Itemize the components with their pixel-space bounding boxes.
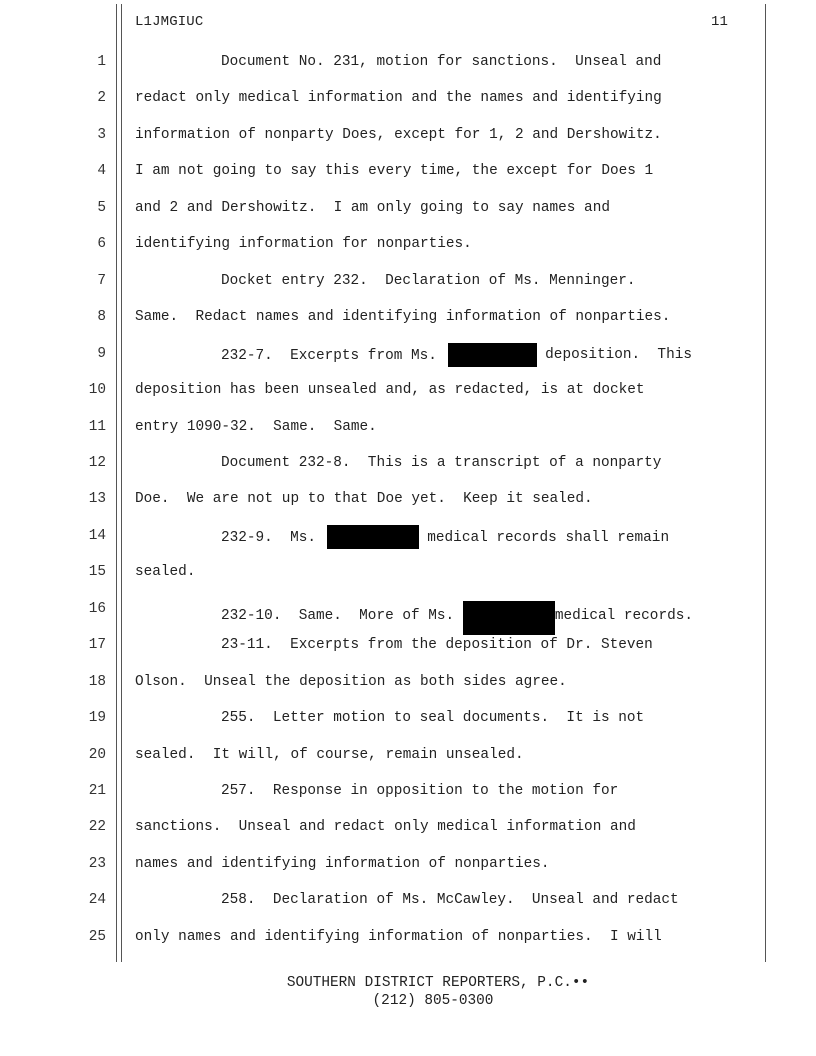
transcript-line bbox=[0, 634, 816, 656]
line-number: 3 bbox=[97, 126, 106, 143]
transcript-line bbox=[0, 379, 816, 401]
line-number: 21 bbox=[88, 783, 106, 799]
line-number: 19 bbox=[88, 710, 106, 727]
line-number: 22 bbox=[88, 819, 106, 836]
line-text: Same. Redact names and identifying information of nonparties. bbox=[135, 309, 671, 326]
line-text: Document 232-8. This is a transcript of a nonparty bbox=[221, 454, 662, 471]
line-text: sealed. bbox=[135, 564, 196, 581]
line-number: 5 bbox=[97, 199, 106, 216]
line-text: Olson. Unseal the deposition as both sides agree. bbox=[135, 673, 567, 690]
line-text: Docket entry 232. Declaration of Ms. Menninger. bbox=[221, 272, 636, 289]
transcript-line bbox=[0, 233, 816, 255]
transcript-line bbox=[0, 561, 816, 583]
line-text: only names and identifying information of nonparties. I will bbox=[135, 928, 662, 945]
transcript-line bbox=[0, 816, 816, 838]
transcript-line bbox=[0, 452, 816, 474]
line-text: 232-7. Excerpts from Ms. deposition. This bbox=[221, 343, 692, 367]
transcript-line bbox=[0, 853, 816, 875]
line-text: sanctions. Unseal and redact only medical information and bbox=[135, 819, 636, 836]
transcript-line bbox=[0, 780, 816, 802]
transcript-line bbox=[0, 270, 816, 292]
line-text: identifying information for nonparties. bbox=[135, 236, 472, 253]
line-text: 232-9. Ms. medical records shall remain bbox=[221, 525, 669, 549]
line-number: 11 bbox=[88, 418, 106, 435]
line-text: redact only medical information and the names and identifying bbox=[135, 90, 662, 107]
line-number: 25 bbox=[88, 928, 106, 945]
line-number: 14 bbox=[88, 527, 106, 544]
line-text: 255. Letter motion to seal documents. It is not bbox=[221, 710, 645, 727]
redaction-block bbox=[448, 343, 537, 367]
line-text: 23-11. Excerpts from the deposition of Dr. Steven bbox=[221, 637, 653, 654]
line-number: 4 bbox=[97, 163, 106, 180]
line-text: and 2 and Dershowitz. I am only going to say names and bbox=[135, 199, 610, 216]
line-text: sealed. It will, of course, remain unsealed. bbox=[135, 746, 524, 763]
line-text: Document No. 231, motion for sanctions. Unseal and bbox=[221, 54, 662, 70]
redaction-block bbox=[463, 601, 555, 635]
transcript-line bbox=[0, 525, 816, 547]
line-text: Doe. We are not up to that Doe yet. Keep it sealed. bbox=[135, 491, 593, 508]
transcript-line bbox=[0, 87, 816, 109]
transcript-line bbox=[0, 598, 816, 624]
line-number: 23 bbox=[88, 855, 106, 872]
transcript-line bbox=[0, 306, 816, 328]
line-text: names and identifying information of nonparties. bbox=[135, 855, 550, 872]
line-number: 13 bbox=[88, 491, 106, 508]
line-number: 15 bbox=[88, 564, 106, 581]
line-text: I am not going to say this every time, the except for Does 1 bbox=[135, 163, 654, 180]
transcript-line bbox=[0, 197, 816, 219]
transcript-line bbox=[0, 744, 816, 766]
transcript-line bbox=[0, 343, 816, 365]
page-number: 11 bbox=[711, 14, 729, 30]
line-number: 8 bbox=[97, 309, 106, 326]
line-number: 9 bbox=[97, 345, 106, 362]
line-number: 12 bbox=[88, 454, 106, 471]
line-text: information of nonparty Does, except for 1, 2 and Dershowitz. bbox=[135, 126, 662, 143]
line-text: 232-10. Same. More of Ms. medical records. bbox=[221, 598, 693, 632]
line-text: 258. Declaration of Ms. McCawley. Unseal and redact bbox=[221, 892, 679, 909]
line-text: entry 1090-32. Same. Same. bbox=[135, 418, 377, 435]
line-number: 2 bbox=[97, 90, 106, 107]
line-number: 7 bbox=[97, 272, 106, 289]
reporter-firm-name: SOUTHERN DISTRICT REPORTERS, P.C.•• bbox=[286, 975, 590, 991]
transcript-line bbox=[0, 416, 816, 438]
line-number: 16 bbox=[88, 600, 106, 617]
transcript-line bbox=[0, 926, 816, 948]
redaction-block bbox=[327, 525, 419, 549]
line-number: 1 bbox=[97, 54, 106, 70]
line-text: 257. Response in opposition to the motion for bbox=[221, 783, 619, 799]
transcript-line bbox=[0, 51, 816, 73]
transcript-line bbox=[0, 671, 816, 693]
line-number: 17 bbox=[88, 637, 106, 654]
transcript-line bbox=[0, 488, 816, 510]
reporter-phone: (212) 805-0300 bbox=[372, 993, 494, 1009]
transcript-line bbox=[0, 707, 816, 729]
transcript-line bbox=[0, 124, 816, 146]
line-number: 20 bbox=[88, 746, 106, 763]
line-text: deposition has been unsealed and, as redacted, is at docket bbox=[135, 382, 645, 399]
line-number: 10 bbox=[88, 382, 106, 399]
transcript-line bbox=[0, 160, 816, 182]
line-number: 18 bbox=[88, 673, 106, 690]
line-number: 6 bbox=[97, 236, 106, 253]
transcript-id: L1JMGIUC bbox=[135, 14, 204, 30]
line-number: 24 bbox=[88, 892, 106, 909]
transcript-line bbox=[0, 889, 816, 911]
